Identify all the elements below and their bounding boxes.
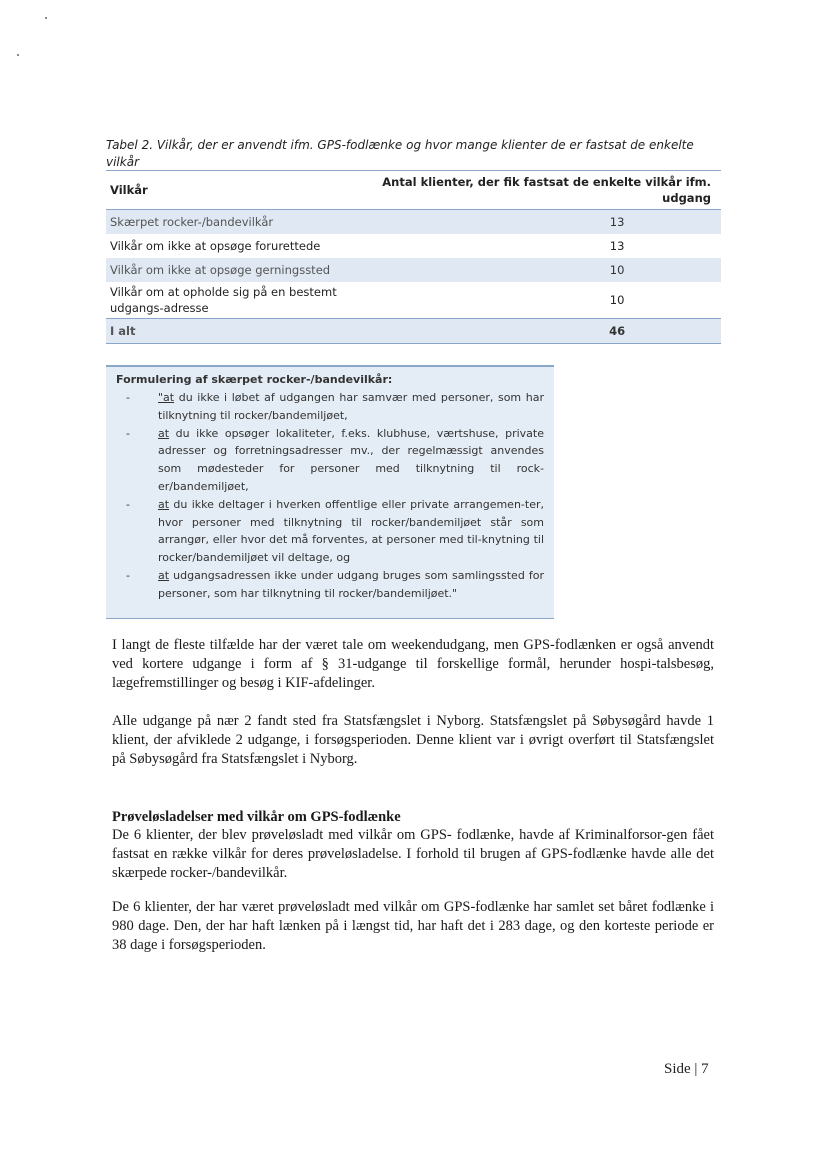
paragraph-nyborg: Alle udgange på nær 2 fandt sted fra Statsfængslet i Nyborg. Statsfængslet på Søbysøgård havde 1 klient, der afviklede 2 udgange, i forsøgsperioden. Denne klient var i øvrigt overført til Statsfængslet på Søbysøgård fra Statsfængslet i Nyborg. xyxy=(112,713,714,767)
total-label: I alt xyxy=(106,319,347,344)
table-row xyxy=(106,258,721,282)
paragraph-proveloesladelse: De 6 klienter, der blev prøveløsladt med vilkår om GPS- fodlænke, havde af Kriminalforsor-gen fået fastsat en række vilkår for deres prøveløsladelse. I forhold til brugen af GPS-fodlænke havde alle det skærpede rocker-/bandevilkår. xyxy=(112,827,714,881)
item-lead: at xyxy=(158,497,170,511)
section-heading: Prøveløsladelser med vilkår om GPS-fodlænke xyxy=(112,809,401,825)
item-text: du ikke opsøger lokaliteter, f.eks. klubhuse, værtshuse, private adresser og forretningsadresser mv., der regelmæssigt anvendes som mødesteder for personer med tilknytning til rock-er/bandemiljøet, xyxy=(158,426,544,493)
conditions-table xyxy=(106,170,721,344)
row-count: 13 xyxy=(347,210,721,235)
scan-speck xyxy=(17,54,19,56)
item-lead: at xyxy=(158,426,170,440)
item-text: du ikke i løbet af udgangen har samvær med personer, som har tilknytning til rocker/bandemiljøet, xyxy=(158,391,544,422)
table-total-row xyxy=(106,319,721,344)
list-item: - "at du ikke i løbet af udgangen har samvær med personer, som har tilknytning til rocker/bandemiljøet, xyxy=(126,391,544,422)
row-count: 10 xyxy=(347,258,721,282)
condition-list xyxy=(116,389,544,603)
table-header-row xyxy=(106,171,721,210)
header-client-count: Antal klienter, der fik fastsat de enkelte vilkår ifm. udgang xyxy=(382,175,711,205)
item-lead: at xyxy=(158,568,170,582)
table-row xyxy=(106,234,721,258)
row-condition: Skærpet rocker-/bandevilkår xyxy=(106,210,347,235)
box-title: Formulering af skærpet rocker-/bandevilkår: xyxy=(116,373,393,386)
paragraph-fodlaenke-dage: De 6 klienter, der har været prøveløsladt med vilkår om GPS-fodlænke har samlet set båret fodlænke i 980 dage. Den, der har haft lænken på i længst tid, har haft det i 283 dage, og den korteste periode er 38 dage i forsøgsperioden. xyxy=(112,899,714,953)
row-condition: Vilkår om ikke at opsøge gerningssted xyxy=(106,258,347,282)
table-row xyxy=(106,282,721,319)
table-caption: Tabel 2. Vilkår, der er anvendt ifm. GPS-fodlænke og hvor mange klienter de er fastsat de enkelte vilkår xyxy=(106,138,694,169)
scan-speck xyxy=(45,17,47,19)
paragraph-udgange: I langt de fleste tilfælde har der været tale om weekendudgang, men GPS-fodlænken er også anvendt ved kortere udgange i form af § 31-udgange til forskellige formål, herunder hospi-talsbesøg, lægefremstillinger og besøg i KIF-afdelinger. xyxy=(112,637,714,691)
page-number: Side | 7 xyxy=(664,1061,709,1077)
row-condition: Vilkår om ikke at opsøge forurettede xyxy=(110,239,321,253)
item-lead: "at xyxy=(158,391,175,404)
total-count: 46 xyxy=(347,319,721,344)
row-count: 13 xyxy=(609,239,625,253)
row-count: 10 xyxy=(609,293,625,307)
table-row xyxy=(106,210,721,235)
item-text: du ikke deltager i hverken offentlige eller private arrangemen-ter, hvor personer med tilknytning til rocker/bandemiljøet står som arrangør, eller hvor det må forventes, at personer med til-knytning til rocker/bandemiljøet vil deltage, og xyxy=(158,497,544,565)
item-text: udgangsadressen ikke under udgang bruges som samlingssted for personer, som har tilknytning til rocker/bandemiljøet." xyxy=(158,568,544,600)
row-condition: Vilkår om at opholde sig på en bestemt udgangs-adresse xyxy=(110,285,337,315)
list-item: - at du ikke opsøger lokaliteter, f.eks. klubhuse, værtshuse, private adresser og forretningsadresser mv., der regelmæssigt anvendes som mødesteder for personer med tilknytning til rock-er/bandemiljøet, xyxy=(126,426,544,493)
condition-wording-box xyxy=(106,365,554,619)
header-condition: Vilkår xyxy=(110,183,148,197)
list-item: - at udgangsadressen ikke under udgang bruges som samlingssted for personer, som har tilknytning til rocker/bandemiljøet." xyxy=(126,568,544,600)
list-item: - at du ikke deltager i hverken offentlige eller private arrangemen-ter, hvor personer med tilknytning til rocker/bandemiljøet står som arrangør, eller hvor det må forventes, at personer med til-knytning til rocker/bandemiljøet vil deltage, og xyxy=(126,497,544,565)
